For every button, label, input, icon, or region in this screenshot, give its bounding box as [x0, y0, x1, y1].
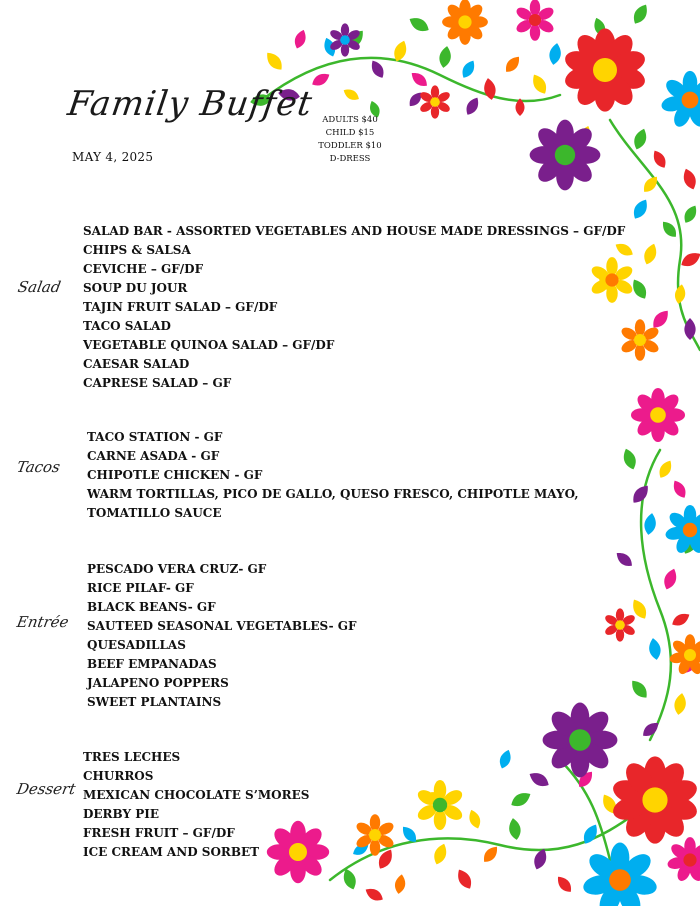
- petal-drop: [670, 610, 692, 629]
- flower-center: [683, 853, 696, 866]
- menu-item: TRES LECHES: [83, 750, 181, 764]
- flower-petal: [616, 628, 624, 641]
- petal-drop: [459, 58, 478, 80]
- petal-drop: [629, 482, 652, 506]
- flower-center: [684, 649, 696, 661]
- flower-petal: [635, 344, 645, 361]
- section-label-tacos: Tacos: [15, 458, 62, 476]
- menu-item: MEXICAN CHOCOLATE S’MORES: [83, 788, 310, 802]
- flower-petal: [431, 105, 439, 118]
- petal-drop: [630, 197, 651, 222]
- flower-center: [369, 829, 381, 841]
- flower-center: [458, 15, 471, 28]
- petal-drop: [509, 789, 534, 810]
- flower-petal: [530, 24, 540, 41]
- menu-item: RICE PILAF- GF: [87, 581, 194, 595]
- flower-petal: [341, 23, 349, 36]
- section-items-dessert: [83, 748, 309, 862]
- menu-title: Family Buffet: [65, 84, 316, 124]
- flower-petal: [434, 810, 446, 830]
- menu-item: SALAD BAR - ASSORTED VEGETABLES AND HOUSE MADE DRESSINGS – GF/DF: [83, 224, 626, 238]
- menu-item: TACO STATION - GF: [87, 430, 223, 444]
- petal-drop: [630, 2, 651, 27]
- petal-drop: [673, 692, 688, 716]
- petal-drop: [341, 86, 361, 103]
- price-toddler: TODDLER $10: [318, 141, 382, 151]
- petal-drop: [621, 447, 639, 472]
- flower-petal: [635, 319, 645, 336]
- menu-item: BLACK BEANS- GF: [87, 600, 216, 614]
- petal-drop: [649, 307, 672, 331]
- flower-petal: [616, 608, 624, 621]
- dress-code: D-DRESS: [329, 154, 371, 164]
- menu-item: CAESAR SALAD: [83, 357, 190, 371]
- petal-drop: [263, 49, 286, 73]
- petal-drop: [497, 748, 513, 770]
- menu-item: CAPRESE SALAD – GF: [83, 376, 232, 390]
- flower-center: [433, 798, 447, 812]
- menu-item: CARNE ASADA - GF: [87, 449, 220, 463]
- petal-drop: [631, 127, 649, 152]
- flower-center: [615, 620, 625, 630]
- menu-item: CHIPOTLE CHICKEN - GF: [87, 468, 263, 482]
- menu-item: TAJIN FRUIT SALAD – GF/DF: [83, 300, 278, 314]
- event-date: MAY 4, 2025: [72, 150, 154, 164]
- flower-petal: [431, 85, 439, 98]
- flower-center: [340, 35, 350, 45]
- menu-item: SOUP DU JOUR: [83, 281, 188, 295]
- section-items-salad: [83, 222, 625, 393]
- menu-item: ICE CREAM AND SORBET: [83, 845, 260, 859]
- petal-drop: [673, 283, 686, 304]
- menu-item: CEVICHE – GF/DF: [83, 262, 204, 276]
- flower-petal: [434, 780, 446, 800]
- section-label-salad: Salad: [16, 278, 63, 296]
- petal-drop: [438, 45, 453, 69]
- petal-drop: [529, 72, 550, 97]
- petal-drop: [463, 95, 482, 117]
- menu-item: SWEET PLANTAINS: [87, 695, 222, 709]
- petal-drop: [650, 148, 669, 170]
- flower-center: [609, 869, 631, 891]
- menu-item: TOMATILLO SAUCE: [87, 506, 222, 520]
- flower-center: [650, 407, 666, 423]
- flower-center: [569, 729, 591, 751]
- petal-drop: [363, 885, 385, 904]
- menu-item: CHIPS & SALSA: [83, 243, 191, 257]
- petal-drop: [507, 817, 522, 841]
- menu-item: PESCADO VERA CRUZ- GF: [87, 562, 267, 576]
- menu-item: BEEF EMPANADAS: [87, 657, 217, 671]
- flower-center: [634, 334, 646, 346]
- petal-drop: [408, 69, 430, 89]
- menu-item: SAUTEED SEASONAL VEGETABLES- GF: [87, 619, 357, 633]
- menu-item: QUESADILLAS: [87, 638, 186, 652]
- menu-item: FRESH FRUIT – GF/DF: [83, 826, 235, 840]
- petal-drop: [647, 637, 662, 661]
- menu-item: WARM TORTILLAS, PICO DE GALLO, QUESO FRESCO, CHIPOTLE MAYO,: [87, 487, 579, 501]
- petal-drop: [431, 842, 449, 867]
- price-child: CHILD $15: [325, 128, 375, 138]
- petal-drop: [628, 677, 651, 701]
- petal-drop: [643, 512, 658, 536]
- menu-item: VEGETABLE QUINOA SALAD – GF/DF: [83, 338, 335, 352]
- petal-drop: [292, 28, 308, 50]
- flower-petal: [341, 43, 349, 56]
- petal-drop: [502, 53, 522, 75]
- section-label-entree: Entrée: [15, 613, 71, 631]
- petal-drop: [681, 167, 699, 192]
- petal-drop: [661, 567, 679, 592]
- menu-item: DERBY PIE: [83, 807, 159, 821]
- section-items-entree: [87, 560, 357, 712]
- flower-center: [430, 97, 440, 107]
- price-list: [310, 114, 390, 166]
- price-adults: ADULTS $40: [322, 115, 378, 125]
- petal-drop: [393, 873, 406, 894]
- flower-center: [642, 787, 667, 812]
- petal-drop: [368, 58, 387, 80]
- flower-petal: [370, 839, 380, 856]
- petal-drop: [454, 867, 475, 892]
- petal-drop: [670, 478, 689, 500]
- menu-item: TACO SALAD: [83, 319, 171, 333]
- menu-item: CHURROS: [83, 769, 154, 783]
- menu-item: JALAPENO POPPERS: [87, 676, 229, 690]
- petal-drop: [480, 843, 500, 865]
- flower-center: [682, 92, 699, 109]
- petal-drop: [681, 203, 700, 225]
- petal-drop: [641, 242, 659, 267]
- petal-drop: [527, 769, 552, 790]
- petal-drop: [656, 458, 675, 480]
- petal-drop: [467, 808, 483, 830]
- flower-center: [555, 145, 575, 165]
- section-items-tacos: [87, 428, 579, 523]
- flower-petal: [530, 0, 540, 16]
- flower-center: [529, 14, 541, 26]
- flower-center: [593, 58, 617, 82]
- petal-drop: [659, 218, 679, 240]
- petal-drop: [613, 549, 635, 569]
- flower-petal: [370, 814, 380, 831]
- section-label-dessert: Dessert: [15, 780, 77, 798]
- petal-drop: [548, 42, 563, 66]
- petal-drop: [407, 14, 432, 35]
- petal-drop: [554, 873, 574, 895]
- flower-center: [683, 523, 697, 537]
